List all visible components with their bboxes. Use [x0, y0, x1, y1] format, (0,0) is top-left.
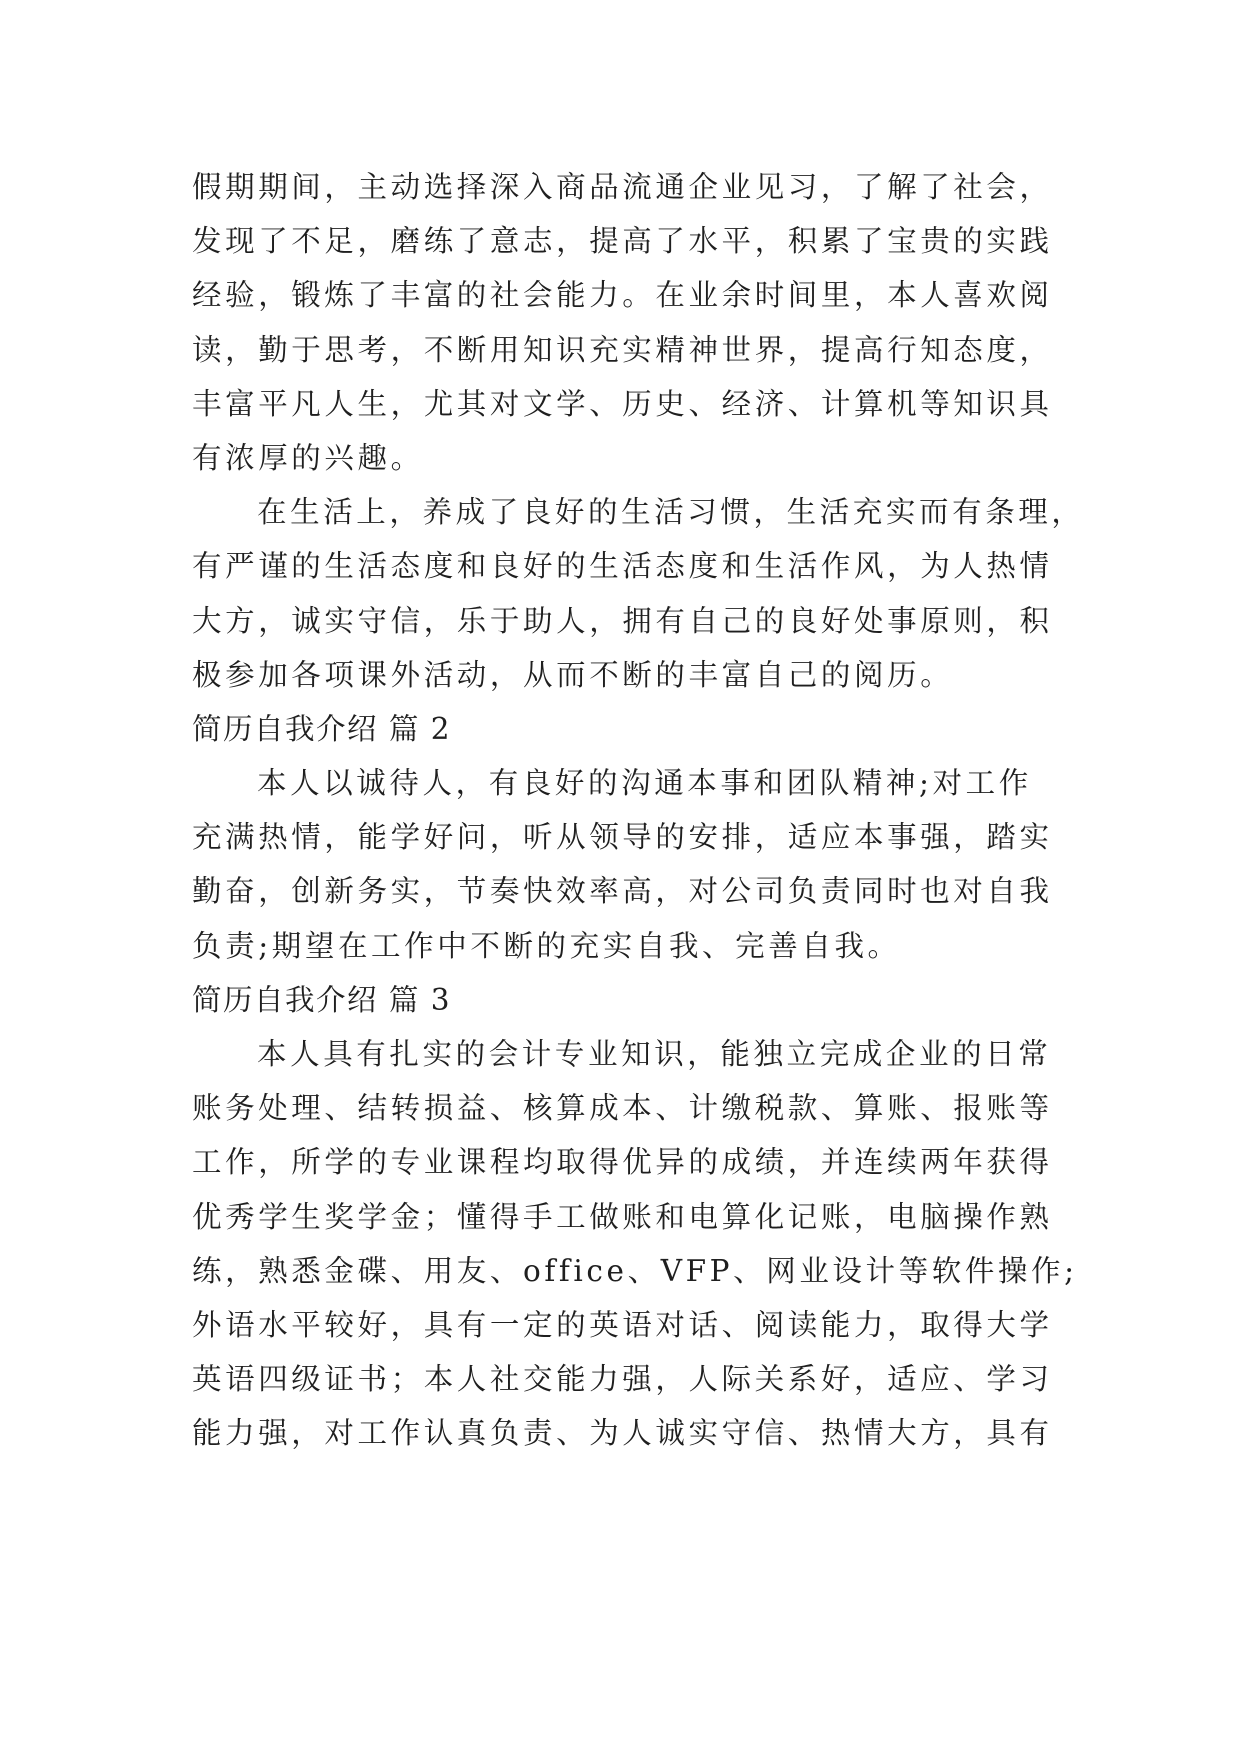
text-line: 发现了不足，磨练了意志，提高了水平，积累了宝贵的实践 — [192, 224, 1053, 259]
text-line: 有浓厚的兴趣。 — [192, 440, 424, 475]
text-line: 本人以诚待人，有良好的沟通本事和团队精神;对工作 — [257, 766, 1032, 801]
section-heading-2: 简历自我介绍 篇 2 — [192, 711, 452, 746]
text-line: 丰富平凡人生，尤其对文学、历史、经济、计算机等知识具 — [192, 386, 1053, 421]
text-line: 英语四级证书；本人社交能力强，人际关系好，适应、学习 — [192, 1362, 1053, 1397]
text-line: 假期期间，主动选择深入商品流通企业见习，了解了社会， — [192, 170, 1053, 204]
paragraph-4 — [192, 1027, 1078, 1461]
text-line: 负责;期望在工作中不断的充实自我、完善自我。 — [192, 928, 901, 963]
text-line: 在生活上，养成了良好的生活习惯，生活充实而有条理， — [257, 495, 1085, 530]
text-line: 极参加各项课外活动，从而不断的丰富自己的阅历。 — [192, 657, 954, 692]
text-line: 有严谨的生活态度和良好的生活态度和生活作风，为人热情 — [192, 549, 1053, 584]
text-line: 经验，锻炼了丰富的社会能力。在业余时间里，本人喜欢阅 — [192, 278, 1053, 313]
text-line: 账务处理、结转损益、核算成本、计缴税款、算账、报账等 — [192, 1091, 1053, 1126]
text-line: 优秀学生奖学金；懂得手工做账和电算化记账，电脑操作熟 — [192, 1199, 1053, 1234]
text-line: 充满热情，能学好问，听从领导的安排，适应本事强，踏实 — [192, 820, 1053, 855]
paragraph-1 — [192, 160, 1054, 485]
text-line: 勤奋，创新务实，节奏快效率高，对公司负责同时也对自我 — [192, 874, 1053, 909]
paragraph-2 — [192, 485, 1085, 702]
section-heading-3: 简历自我介绍 篇 3 — [192, 982, 452, 1017]
paragraph-3 — [192, 756, 1054, 973]
text-line: 大方，诚实守信，乐于助人，拥有自己的良好处事原则，积 — [192, 603, 1053, 638]
text-line: 工作，所学的专业课程均取得优异的成绩，并连续两年获得 — [192, 1145, 1053, 1180]
text-line: 外语水平较好，具有一定的英语对话、阅读能力，取得大学 — [192, 1307, 1053, 1342]
document-body — [192, 160, 1085, 1461]
text-line: 读，勤于思考，不断用知识充实精神世界，提高行知态度， — [192, 332, 1053, 367]
text-line: 本人具有扎实的会计专业知识，能独立完成企业的日常 — [257, 1037, 1052, 1071]
text-line: 能力强，对工作认真负责、为人诚实守信、热情大方，具有 — [192, 1416, 1053, 1451]
text-line: 练，熟悉金碟、用友、office、VFP、网业设计等软件操作; — [192, 1253, 1078, 1288]
